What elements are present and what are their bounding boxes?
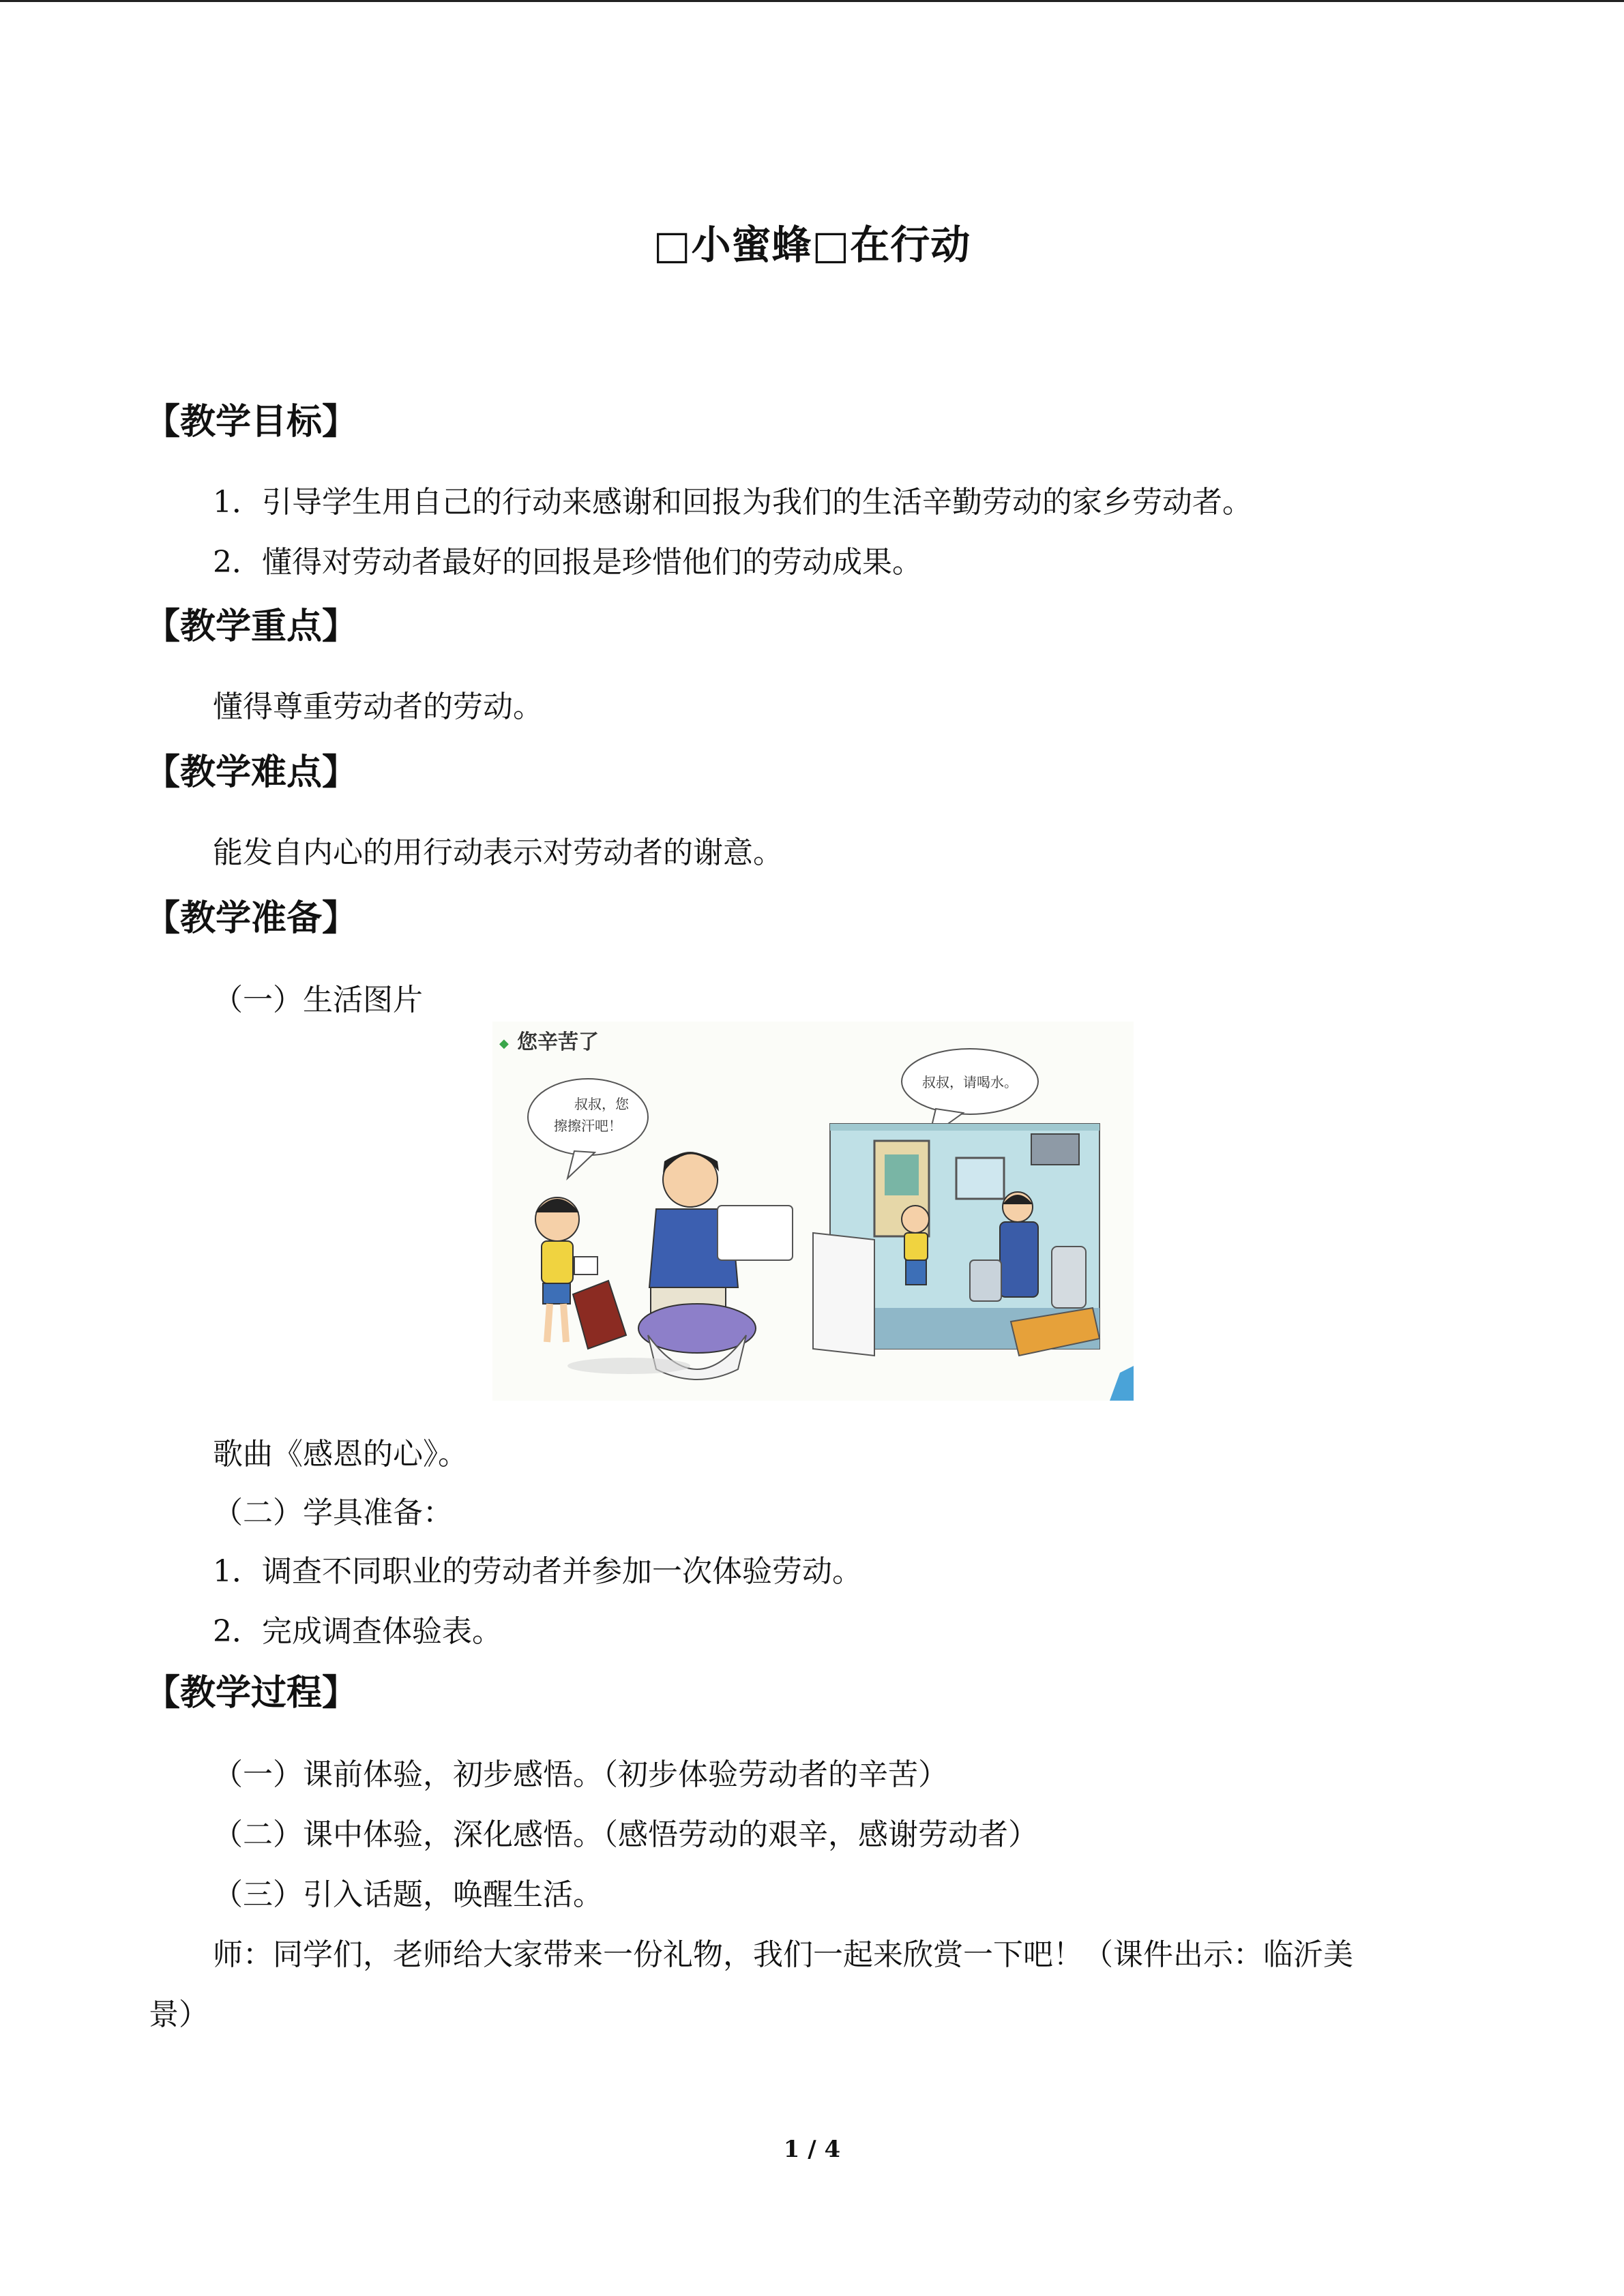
heading-key-points: 【教学重点】 xyxy=(145,606,358,647)
teacher-line-1: 师：同学们，老师给大家带来一份礼物，我们一起来欣赏一下吧！（课件出示：临沂美 xyxy=(213,1937,1353,1972)
preparation-item-2: 2．完成调查体验表。 xyxy=(213,1614,502,1649)
figure-caption: 您辛苦了 xyxy=(517,1030,599,1054)
page-number: 1 / 4 xyxy=(783,2136,841,2163)
song-line: 歌曲《感恩的心》。 xyxy=(213,1437,468,1472)
bubble-right-text: 叔叔，请喝水。 xyxy=(922,1074,1018,1090)
objective-item-2: 2．懂得对劳动者最好的回报是珍惜他们的劳动成果。 xyxy=(213,545,922,580)
objective-item-1: 1．引导学生用自己的行动来感谢和回报为我们的生活辛勤劳动的家乡劳动者。 xyxy=(213,485,1252,520)
page-title: □小蜜蜂□在行动 xyxy=(653,222,971,268)
heading-objectives: 【教学目标】 xyxy=(145,402,358,443)
preparation-part2: （二）学具准备： xyxy=(213,1495,453,1530)
process-step-1: （一）课前体验，初步感悟。（初步体验劳动者的辛苦） xyxy=(213,1757,948,1792)
teacher-line-2: 景） xyxy=(149,1997,209,2032)
page-top-border xyxy=(0,0,1624,2)
heading-difficulties: 【教学难点】 xyxy=(145,752,358,793)
life-illustration xyxy=(492,1022,1134,1401)
preparation-item-1: 1．调查不同职业的劳动者并参加一次体验劳动。 xyxy=(213,1554,862,1589)
process-step-2: （二）课中体验，深化感悟。（感悟劳动的艰辛，感谢劳动者） xyxy=(213,1817,1038,1852)
heading-process: 【教学过程】 xyxy=(145,1673,358,1714)
process-step-3: （三）引入话题，唤醒生活。 xyxy=(213,1877,603,1912)
preparation-part1: （一）生活图片 xyxy=(213,983,423,1017)
svg-text:◆: ◆ xyxy=(499,1037,509,1051)
bubble-left-line2: 擦擦汗吧！ xyxy=(554,1118,622,1134)
bubble-left-line1: 叔叔，您 xyxy=(574,1096,629,1112)
heading-preparation: 【教学准备】 xyxy=(145,898,358,939)
difficulties-text: 能发自内心的用行动表示对劳动者的谢意。 xyxy=(213,835,783,870)
key-points-text: 懂得尊重劳动者的劳动。 xyxy=(213,689,543,724)
